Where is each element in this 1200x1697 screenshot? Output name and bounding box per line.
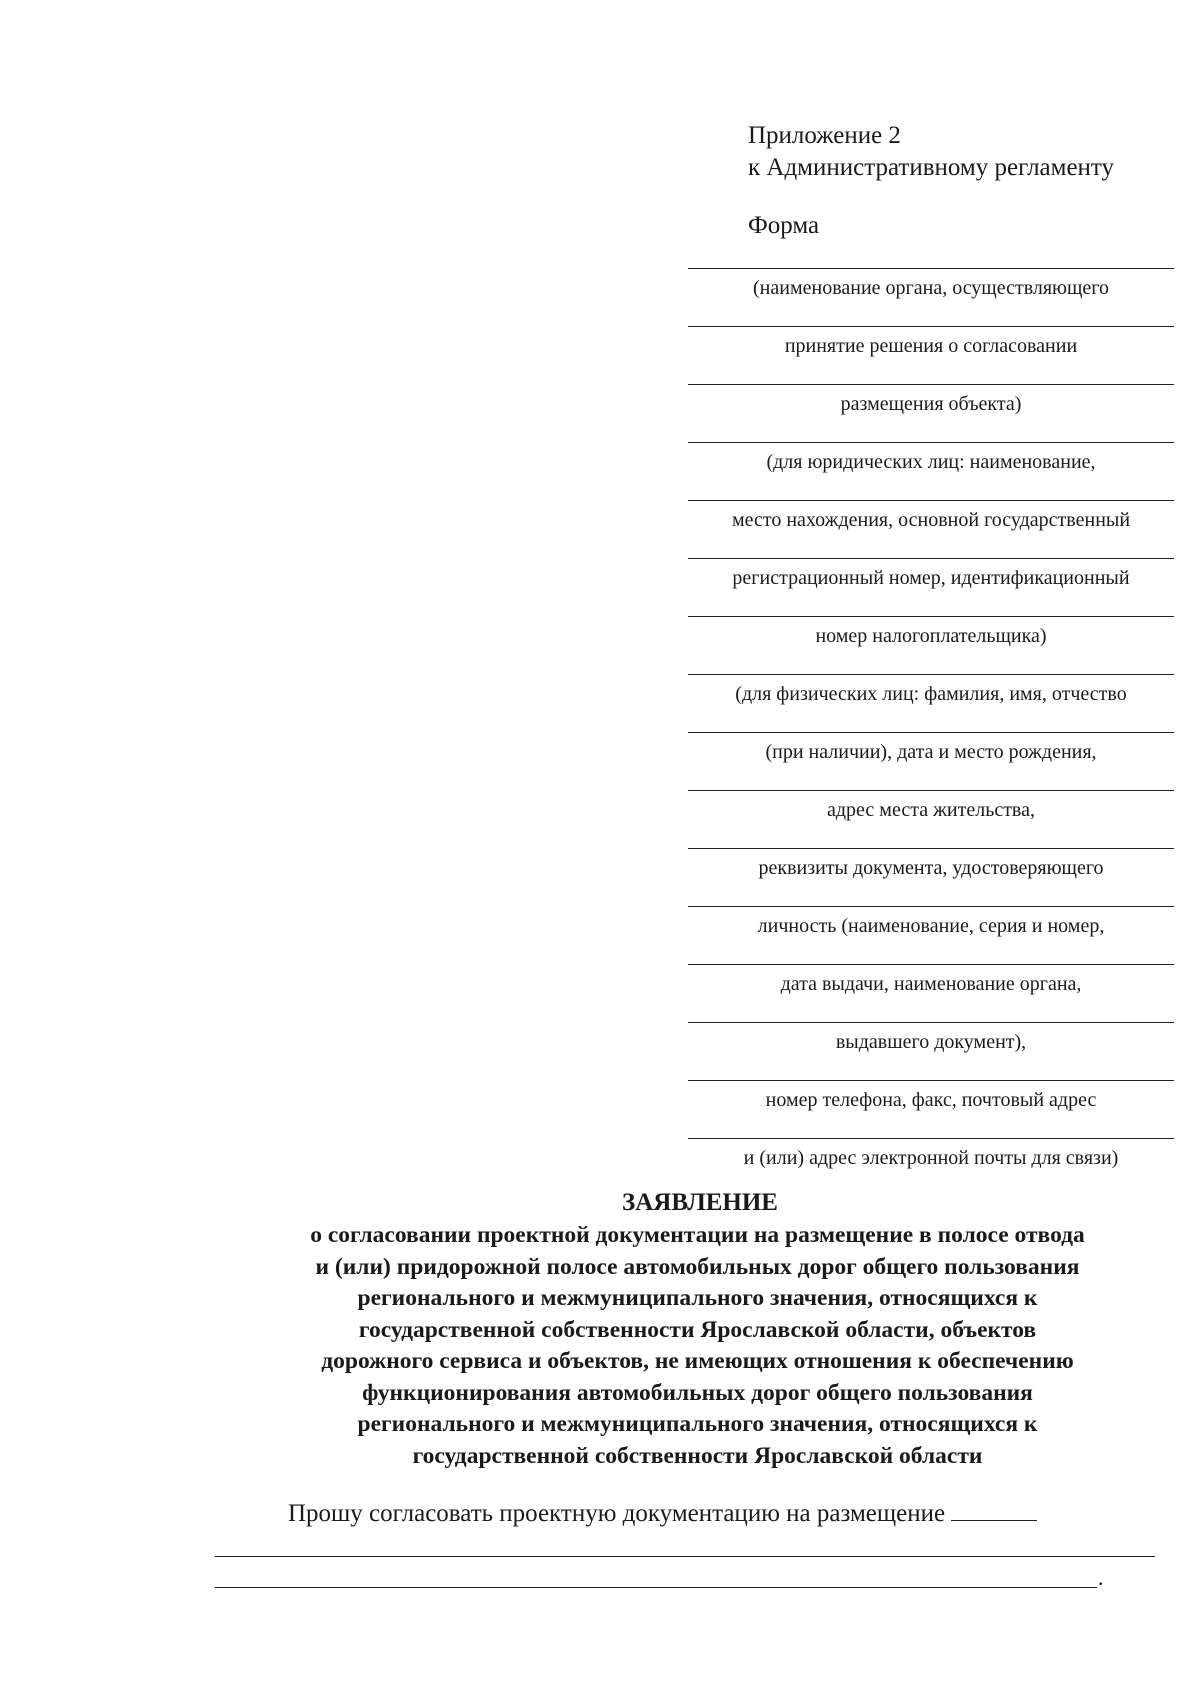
field-rule: [688, 384, 1174, 385]
field-rule: [688, 848, 1174, 849]
appendix-number: Приложение 2: [748, 122, 901, 149]
field-rule: [688, 616, 1174, 617]
subtitle-line: и (или) придорожной полосе автомобильных дорог общего пользования: [315, 1253, 1080, 1280]
applicant-field: [678, 384, 1184, 442]
end-dot: .: [1098, 1565, 1104, 1590]
field-caption: и (или) адрес электронной почты для связи): [743, 1147, 1119, 1169]
applicant-field: [678, 616, 1184, 674]
request-blank: [951, 1498, 1037, 1521]
field-caption: (для физических лиц: фамилия, имя, отчество: [735, 683, 1127, 705]
field-caption: дата выдачи, наименование органа,: [780, 973, 1082, 995]
field-rule: [688, 442, 1174, 443]
applicant-field: [678, 268, 1184, 326]
subtitle-line: дорожного сервиса и объектов, не имеющих отношения к обеспечению: [321, 1348, 1074, 1374]
field-caption: принятие решения о согласовании: [784, 335, 1078, 357]
subtitle-line: функционирования автомобильных дорог общего пользования: [362, 1379, 1033, 1406]
field-rule: [688, 790, 1174, 791]
statement-subtitle: [205, 1220, 1190, 1472]
field-caption: место нахождения, основной государственный: [731, 509, 1131, 531]
field-rule: [688, 674, 1174, 675]
statement-title: ЗАЯВЛЕНИЕ: [622, 1189, 778, 1216]
appendix-reference: к Административному регламенту: [748, 154, 1115, 181]
applicant-field: [678, 964, 1184, 1022]
field-rule: [688, 326, 1174, 327]
field-rule: [688, 1080, 1174, 1081]
applicant-field: [678, 1022, 1184, 1080]
subtitle-line: о согласовании проектной документации на размещение в полосе отвода: [310, 1222, 1085, 1248]
field-rule: [688, 906, 1174, 907]
fill-line-1: [215, 1556, 1155, 1557]
subtitle-line: регионального и межмуниципального значения, относящихся к: [357, 1411, 1038, 1437]
applicant-field: [678, 790, 1184, 848]
applicant-field: [678, 674, 1184, 732]
applicant-field: [678, 906, 1184, 964]
field-caption: адрес места жительства,: [827, 799, 1035, 821]
field-rule: [688, 732, 1174, 733]
field-caption: реквизиты документа, удостоверяющего: [758, 857, 1104, 879]
field-rule: [688, 500, 1174, 501]
field-caption: личность (наименование, серия и номер,: [757, 915, 1105, 937]
field-caption: номер телефона, факс, почтовый адрес: [765, 1089, 1097, 1111]
field-caption: размещения объекта): [840, 393, 1022, 415]
field-caption: (для юридических лиц: наименование,: [766, 451, 1096, 473]
field-caption: номер налогоплательщика): [815, 625, 1047, 647]
subtitle-line: государственной собственности Ярославской области, объектов: [358, 1316, 1037, 1343]
field-rule: [688, 1138, 1174, 1139]
form-label: Форма: [748, 212, 820, 239]
field-rule: [688, 268, 1174, 269]
fill-line-2: [215, 1587, 1097, 1588]
applicant-field: [678, 1080, 1184, 1138]
field-rule: [688, 558, 1174, 559]
subtitle-line: государственной собственности Ярославской области: [412, 1442, 983, 1469]
field-caption: (при наличии), дата и место рождения,: [765, 741, 1097, 763]
applicant-field: [678, 326, 1184, 384]
applicant-field: [678, 732, 1184, 790]
applicant-field: [678, 848, 1184, 906]
applicant-fields: [678, 268, 1184, 1196]
subtitle-line: регионального и межмуниципального значения, относящихся к: [357, 1285, 1038, 1311]
appendix-header: [748, 120, 1114, 184]
request-line: [288, 1498, 1037, 1530]
applicant-field: [678, 500, 1184, 558]
applicant-field: [678, 442, 1184, 500]
field-caption: регистрационный номер, идентификационный: [732, 567, 1130, 589]
field-rule: [688, 1022, 1174, 1023]
field-caption: (наименование органа, осуществляющего: [753, 277, 1109, 299]
field-caption: выдавшего документ),: [835, 1031, 1027, 1053]
request-text: Прошу согласовать проектную документацию на размещение: [288, 1500, 946, 1527]
field-rule: [688, 964, 1174, 965]
applicant-field: [678, 558, 1184, 616]
